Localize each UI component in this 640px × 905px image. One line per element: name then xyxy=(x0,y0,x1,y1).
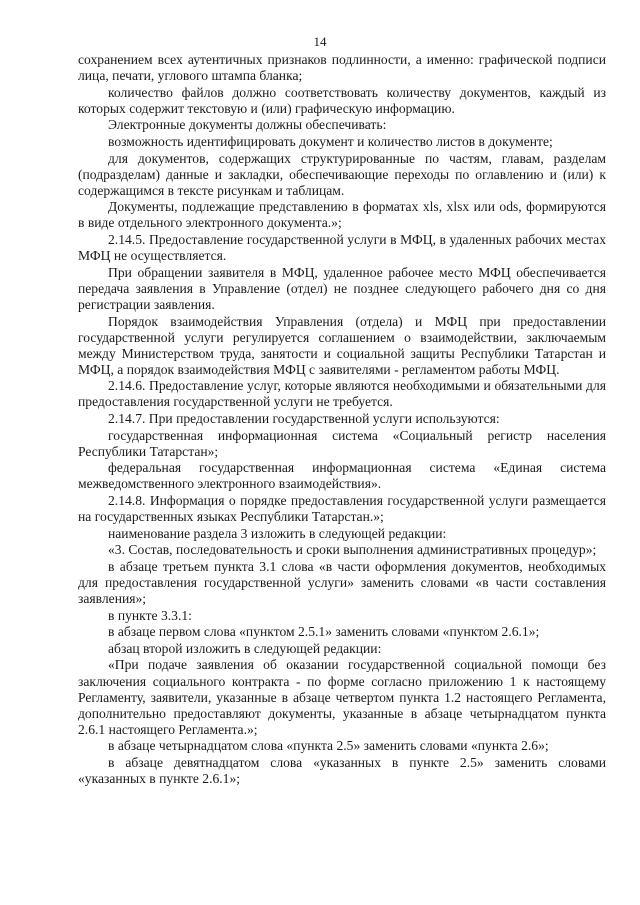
paragraph: наименование раздела 3 изложить в следующей редакции: xyxy=(108,525,447,541)
paragraph: в абзаце третьем пункта 3.1 слова «в части оформления документов, необходимых для предоставления государственной услуги» заменить словами «в части составления заявления»; xyxy=(78,558,606,607)
paragraph: Документы, подлежащие представлению в форматах xls, xlsx или ods, формируются в виде отдельного электронного документа.»; xyxy=(78,199,606,231)
paragraph: сохранением всех аутентичных признаков подлинности, а именно: графической подписи лица, печати, углового штампа бланка; xyxy=(78,52,606,84)
paragraph: 2.14.7. При предоставлении государственной услуги используются: xyxy=(108,411,500,427)
paragraph: для документов, содержащих структурированные по частям, главам, разделам (подразделам) данные и закладки, обеспечивающие переходы по оглавлению и (или) к содержащимся в тексте рисункам и таблицам. xyxy=(78,150,606,198)
document-body xyxy=(78,52,606,788)
paragraph: Электронные документы должны обеспечивать: xyxy=(108,117,387,133)
paragraph: возможность идентифицировать документ и количество листов в документе; xyxy=(108,133,553,149)
paragraph: «3. Состав, последовательность и сроки выполнения административных процедур»; xyxy=(108,542,597,558)
paragraph: «При подаче заявления об оказании государственной социальной помощи без заключения социального контракта - по форме согласно приложению 1 к настоящему Регламенту, заявители, указанные в абзаце четвертом пункта 1.2 настоящего Регламента, дополнительно предоставляют документы, указанные в абзаце четырнадцатом пункта 2.6.1 настоящего Регламента.»; xyxy=(78,657,606,737)
paragraph: Порядок взаимодействия Управления (отдела) и МФЦ при предоставлении государственной услуги регулируется соглашением о взаимодействии, заключаемым между Министерством труда, занятости и социальной защиты Республики Татарстан и МФЦ, а порядок взаимодействия МФЦ с заявителями - регламентом работы МФЦ. xyxy=(78,313,606,377)
paragraph: При обращении заявителя в МФЦ, удаленное рабочее место МФЦ обеспечивается передача заявления в Управление (отдел) не позднее следующего рабочего дня со дня регистрации заявления. xyxy=(78,264,606,312)
paragraph: государственная информационная система «Социальный регистр населения Республики Татарстан»; xyxy=(78,427,606,459)
paragraph: 2.14.8. Информация о порядке предоставления государственной услуги размещается на государственных языках Республики Татарстан.»; xyxy=(78,493,606,525)
paragraph: абзац второй изложить в следующей редакции: xyxy=(108,640,382,656)
page-number: 14 xyxy=(313,34,327,49)
paragraph: 2.14.5. Предоставление государственной услуги в МФЦ, в удаленных рабочих местах МФЦ не осуществляется. xyxy=(78,232,606,264)
paragraph: количество файлов должно соответствовать количеству документов, каждый из которых содержит текстовую и (или) графическую информацию. xyxy=(78,84,606,116)
paragraph: в абзаце первом слова «пунктом 2.5.1» заменить словами «пунктом 2.6.1»; xyxy=(108,624,540,640)
paragraph: федеральная государственная информационная система «Единая система межведомственного электронного взаимодействия». xyxy=(78,460,606,492)
paragraph: в пункте 3.3.1: xyxy=(108,607,192,623)
paragraph: в абзаце четырнадцатом слова «пункта 2.5» заменить словами «пункта 2.6»; xyxy=(108,738,549,754)
paragraph: в абзаце девятнадцатом слова «указанных в пункте 2.5» заменить словами «указанных в пункте 2.6.1»; xyxy=(78,755,606,787)
paragraph: 2.14.6. Предоставление услуг, которые являются необходимыми и обязательными для предоставления государственной услуги не требуется. xyxy=(78,378,606,410)
